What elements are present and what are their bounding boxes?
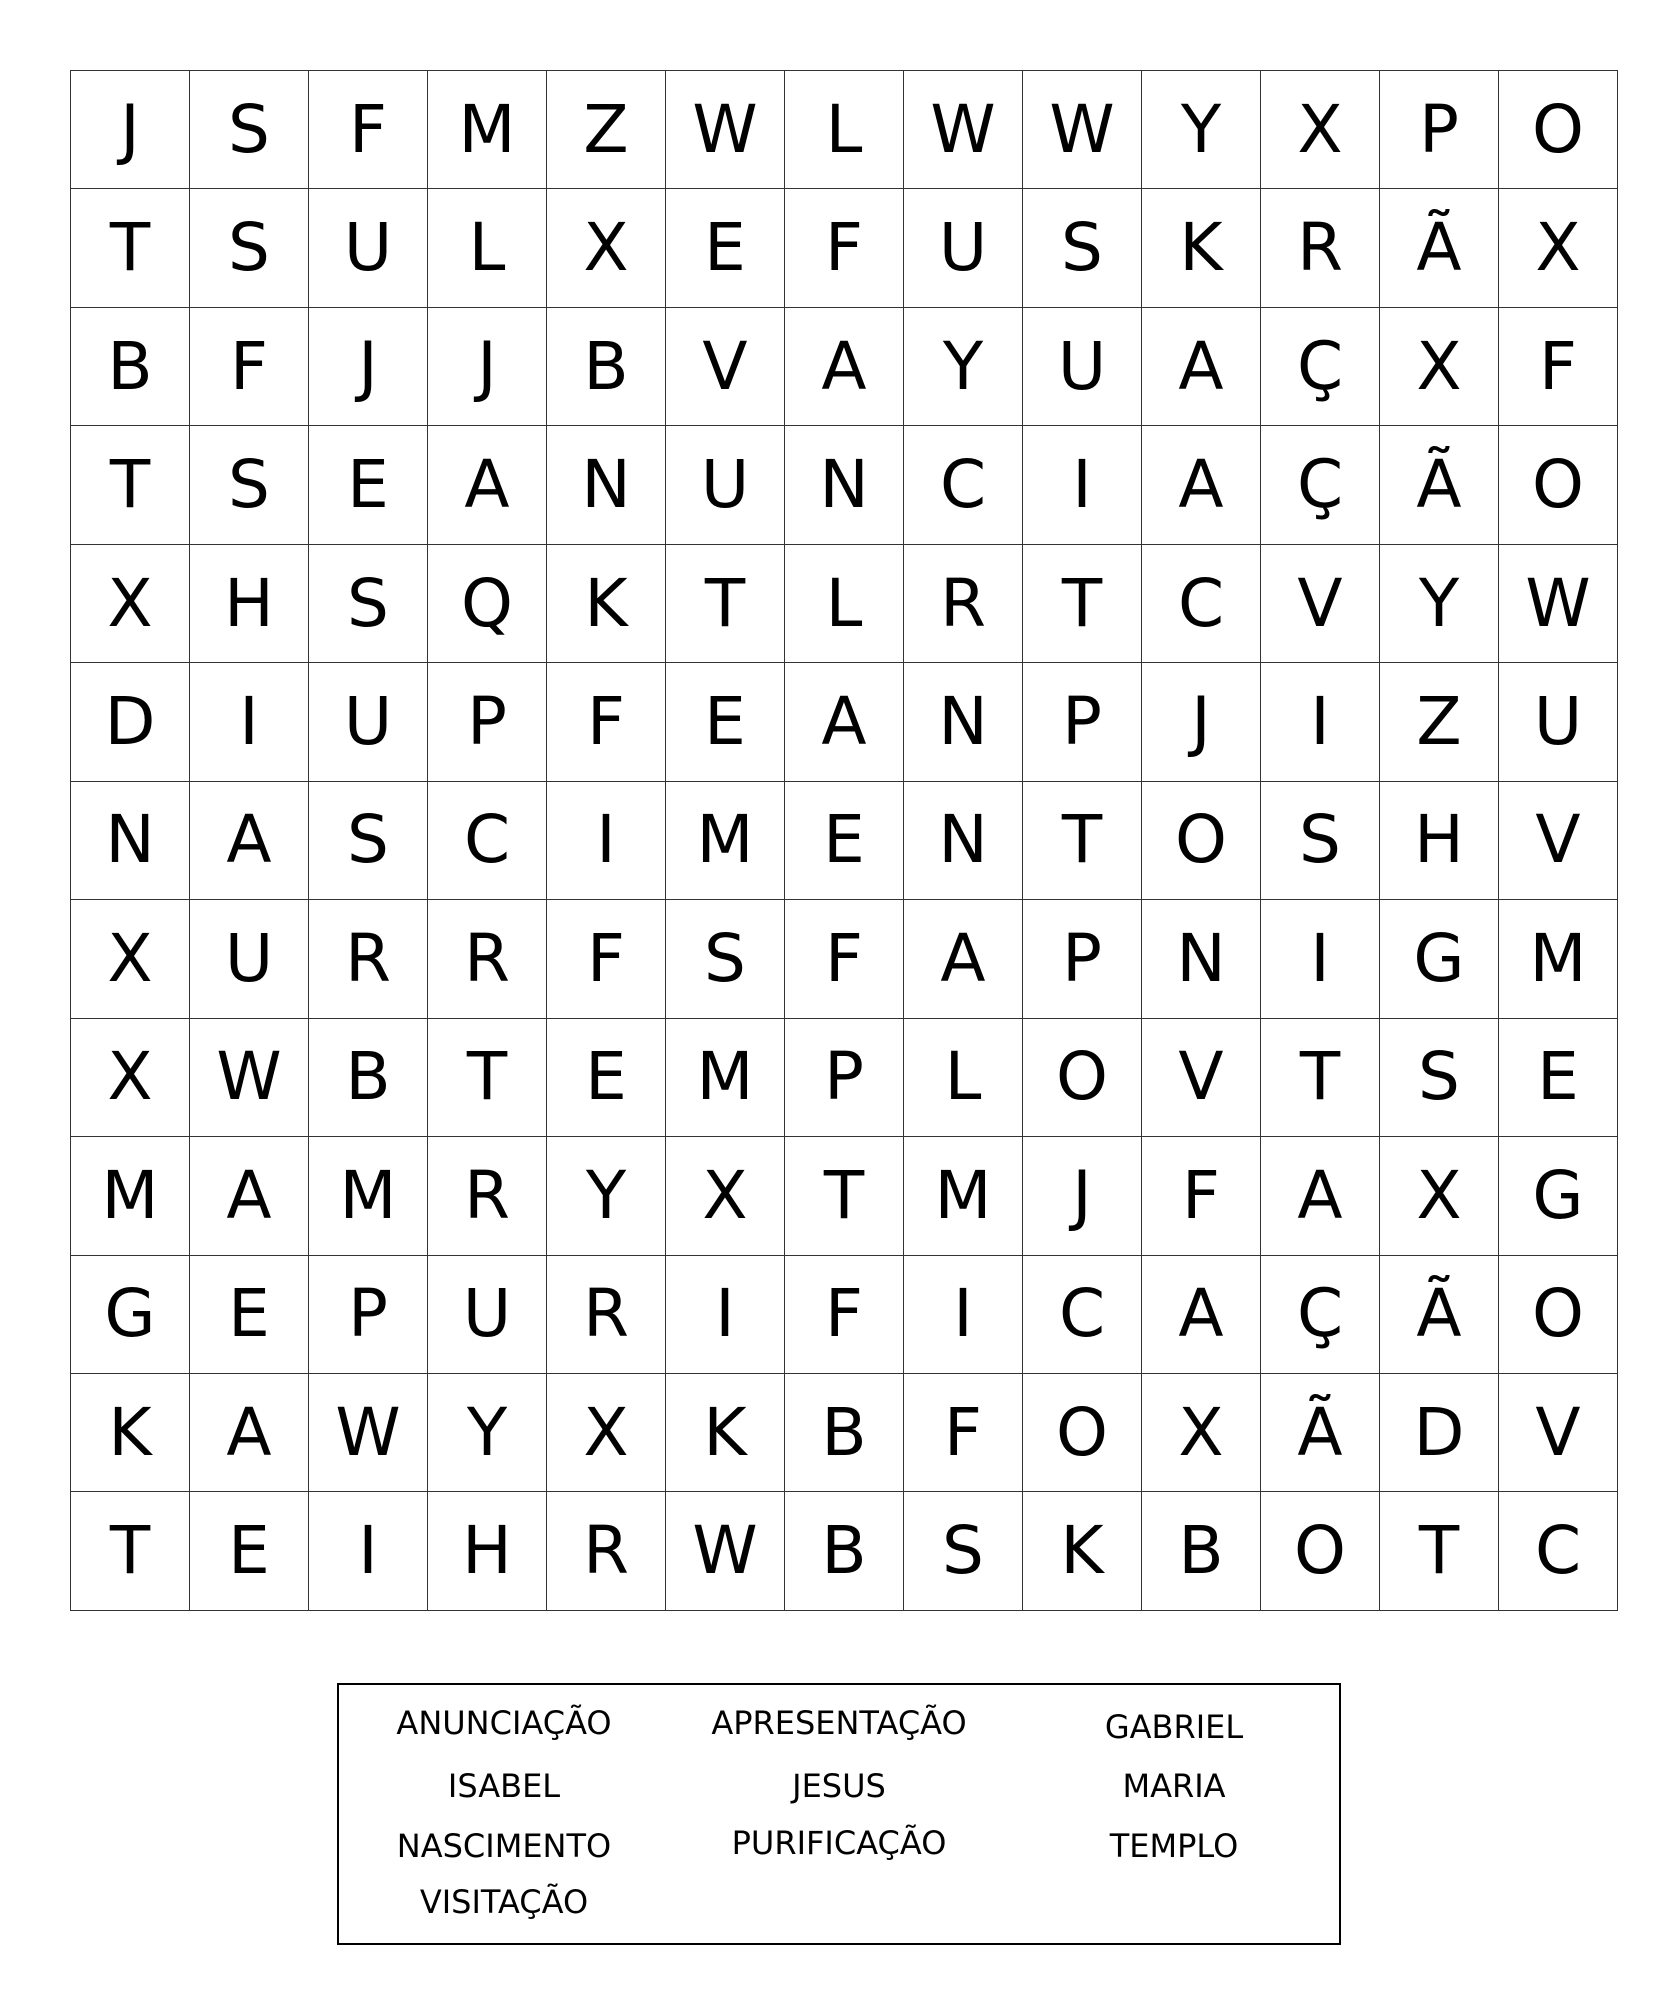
word-item: ANUNCIAÇÃO (396, 1704, 612, 1742)
grid-cell[interactable]: V (666, 307, 785, 425)
grid-cell[interactable]: L (904, 1018, 1023, 1136)
word-item: TEMPLO (1109, 1827, 1239, 1865)
grid-cell[interactable]: A (190, 1137, 309, 1255)
grid-cell[interactable]: J (1142, 663, 1261, 781)
grid-cell[interactable]: E (547, 1018, 666, 1136)
grid-cell[interactable]: N (547, 426, 666, 544)
grid-cell[interactable]: U (1023, 307, 1142, 425)
grid-cell[interactable]: T (666, 544, 785, 662)
grid-cell[interactable]: B (309, 1018, 428, 1136)
grid-cell[interactable]: I (190, 663, 309, 781)
grid-cell[interactable]: V (1499, 781, 1618, 899)
grid-cell[interactable]: W (904, 71, 1023, 189)
grid-row (71, 1373, 1618, 1491)
grid-cell[interactable]: I (1261, 663, 1380, 781)
grid-cell[interactable]: X (666, 1137, 785, 1255)
grid-cell[interactable]: M (71, 1137, 190, 1255)
grid-cell[interactable]: Y (547, 1137, 666, 1255)
grid-cell[interactable]: H (190, 544, 309, 662)
word-item: NASCIMENTO (396, 1827, 612, 1865)
grid-cell[interactable]: X (1142, 1373, 1261, 1491)
grid-cell[interactable]: W (309, 1373, 428, 1491)
grid-row (71, 781, 1618, 899)
grid-cell[interactable]: L (785, 71, 904, 189)
grid-cell[interactable]: Ç (1261, 307, 1380, 425)
grid-cell[interactable]: G (71, 1255, 190, 1373)
grid-cell[interactable]: C (1499, 1492, 1618, 1611)
grid-cell[interactable]: X (547, 1373, 666, 1491)
grid-cell[interactable]: Ã (1380, 189, 1499, 307)
grid-cell[interactable]: M (428, 71, 547, 189)
grid-cell[interactable]: I (666, 1255, 785, 1373)
grid-cell[interactable]: Y (904, 307, 1023, 425)
grid-row (71, 71, 1618, 189)
grid-cell[interactable]: S (309, 544, 428, 662)
grid-cell[interactable]: U (309, 189, 428, 307)
grid-cell[interactable]: C (428, 781, 547, 899)
grid-cell[interactable]: A (1261, 1137, 1380, 1255)
grid-cell[interactable]: F (785, 189, 904, 307)
grid-cell[interactable]: E (190, 1255, 309, 1373)
grid-cell[interactable]: F (785, 900, 904, 1018)
grid-cell[interactable]: B (785, 1492, 904, 1611)
grid-cell[interactable]: T (1380, 1492, 1499, 1611)
grid-cell[interactable]: Ç (1261, 426, 1380, 544)
word-search-grid (70, 70, 1618, 1611)
grid-cell[interactable]: U (666, 426, 785, 544)
grid-cell[interactable]: B (1142, 1492, 1261, 1611)
grid-cell[interactable]: F (1499, 307, 1618, 425)
grid-cell[interactable]: V (1142, 1018, 1261, 1136)
word-item: GABRIEL (1104, 1708, 1244, 1746)
grid-cell[interactable]: L (428, 189, 547, 307)
word-list (337, 1683, 1341, 1945)
grid-cell[interactable]: S (190, 189, 309, 307)
grid-cell[interactable]: D (1380, 1373, 1499, 1491)
grid-cell[interactable]: T (428, 1018, 547, 1136)
grid-cell[interactable]: E (190, 1492, 309, 1611)
grid-cell[interactable]: B (785, 1373, 904, 1491)
grid-cell[interactable]: R (428, 900, 547, 1018)
grid-cell[interactable]: O (1499, 426, 1618, 544)
grid-cell[interactable]: W (1023, 71, 1142, 189)
word-item: JESUS (792, 1767, 886, 1805)
grid-cell[interactable]: X (547, 189, 666, 307)
grid-cell[interactable]: T (1023, 781, 1142, 899)
grid-cell[interactable]: V (1499, 1373, 1618, 1491)
grid-cell[interactable]: S (309, 781, 428, 899)
grid-cell[interactable]: L (785, 544, 904, 662)
grid-cell[interactable]: Y (1142, 71, 1261, 189)
grid-cell[interactable]: K (666, 1373, 785, 1491)
grid-cell[interactable]: K (547, 544, 666, 662)
grid-cell[interactable]: Y (1380, 544, 1499, 662)
grid-cell[interactable]: E (666, 663, 785, 781)
grid-cell[interactable]: P (1380, 71, 1499, 189)
grid-cell[interactable]: R (1261, 189, 1380, 307)
grid-cell[interactable]: G (1499, 1137, 1618, 1255)
grid-cell[interactable]: O (1499, 71, 1618, 189)
grid-cell[interactable]: I (1261, 900, 1380, 1018)
grid-cell[interactable]: J (71, 71, 190, 189)
word-item: ISABEL (447, 1767, 561, 1805)
grid-cell[interactable]: N (1142, 900, 1261, 1018)
grid-cell[interactable]: S (1023, 189, 1142, 307)
grid-cell[interactable]: B (71, 307, 190, 425)
grid-cell[interactable]: I (904, 1255, 1023, 1373)
grid-row (71, 1018, 1618, 1136)
grid-cell[interactable]: Ã (1380, 426, 1499, 544)
grid-cell[interactable]: G (1380, 900, 1499, 1018)
grid-cell[interactable]: H (1380, 781, 1499, 899)
grid-cell[interactable]: I (1023, 426, 1142, 544)
grid-cell[interactable]: A (1142, 307, 1261, 425)
grid-cell[interactable]: F (904, 1373, 1023, 1491)
grid-cell[interactable]: F (190, 307, 309, 425)
grid-cell[interactable]: Ã (1261, 1373, 1380, 1491)
grid-cell[interactable]: Ç (1261, 1255, 1380, 1373)
grid-cell[interactable]: X (1261, 71, 1380, 189)
grid-cell[interactable]: K (1023, 1492, 1142, 1611)
grid-cell[interactable]: E (785, 781, 904, 899)
grid-row (71, 307, 1618, 425)
grid-cell[interactable]: J (1023, 1137, 1142, 1255)
grid-cell[interactable]: A (190, 1373, 309, 1491)
grid-cell[interactable]: Ã (1380, 1255, 1499, 1373)
grid-cell[interactable]: M (1499, 900, 1618, 1018)
grid-cell[interactable]: A (785, 663, 904, 781)
grid-cell[interactable]: S (190, 426, 309, 544)
grid-cell[interactable]: P (309, 1255, 428, 1373)
grid-cell[interactable]: O (1142, 781, 1261, 899)
grid-cell[interactable]: A (904, 900, 1023, 1018)
grid-cell[interactable]: F (547, 663, 666, 781)
grid-cell[interactable]: Z (547, 71, 666, 189)
grid-cell[interactable]: D (71, 663, 190, 781)
grid-cell[interactable]: Q (428, 544, 547, 662)
grid-cell[interactable]: U (428, 1255, 547, 1373)
grid-cell[interactable]: R (547, 1255, 666, 1373)
grid-cell[interactable]: I (547, 781, 666, 899)
grid-cell[interactable]: O (1499, 1255, 1618, 1373)
grid-cell[interactable]: C (904, 426, 1023, 544)
grid-cell[interactable]: T (1023, 544, 1142, 662)
grid-cell[interactable]: F (547, 900, 666, 1018)
grid-cell[interactable]: P (1023, 900, 1142, 1018)
grid-cell[interactable]: T (71, 1492, 190, 1611)
grid-cell[interactable]: R (428, 1137, 547, 1255)
grid-cell[interactable]: O (1023, 1018, 1142, 1136)
grid-cell[interactable]: U (1499, 663, 1618, 781)
grid-row (71, 544, 1618, 662)
grid-cell[interactable]: T (1261, 1018, 1380, 1136)
word-item: PURIFICAÇÃO (731, 1824, 947, 1862)
word-item: APRESENTAÇÃO (711, 1704, 967, 1742)
grid-cell[interactable]: R (904, 544, 1023, 662)
grid-cell[interactable]: W (1499, 544, 1618, 662)
grid-cell[interactable]: W (666, 71, 785, 189)
grid-cell[interactable]: J (428, 307, 547, 425)
grid-cell[interactable]: X (71, 1018, 190, 1136)
grid-cell[interactable]: U (309, 663, 428, 781)
grid-row (71, 1137, 1618, 1255)
grid-cell[interactable]: F (785, 1255, 904, 1373)
grid-cell[interactable]: M (666, 1018, 785, 1136)
grid-cell[interactable]: O (1261, 1492, 1380, 1611)
grid-cell[interactable]: P (785, 1018, 904, 1136)
grid-cell[interactable]: Z (1380, 663, 1499, 781)
grid-cell[interactable]: N (785, 426, 904, 544)
grid-body (71, 71, 1618, 1611)
grid-cell[interactable]: J (309, 307, 428, 425)
grid-cell[interactable]: W (190, 1018, 309, 1136)
grid-cell[interactable]: R (547, 1492, 666, 1611)
grid-cell[interactable]: K (71, 1373, 190, 1491)
grid-cell[interactable]: A (785, 307, 904, 425)
grid-cell[interactable]: U (904, 189, 1023, 307)
grid-cell[interactable]: V (1261, 544, 1380, 662)
grid-cell[interactable]: A (1142, 1255, 1261, 1373)
grid-cell[interactable]: X (1380, 1137, 1499, 1255)
grid-cell[interactable]: T (71, 426, 190, 544)
grid-cell[interactable]: A (428, 426, 547, 544)
grid-cell[interactable]: N (904, 781, 1023, 899)
grid-cell[interactable]: X (1380, 307, 1499, 425)
grid-cell[interactable]: K (1142, 189, 1261, 307)
word-item: VISITAÇÃO (419, 1883, 589, 1921)
grid-cell[interactable]: B (547, 307, 666, 425)
grid-cell[interactable]: A (190, 781, 309, 899)
grid-cell[interactable]: X (71, 544, 190, 662)
grid-row (71, 900, 1618, 1018)
grid-cell[interactable]: X (71, 900, 190, 1018)
grid-cell[interactable]: N (71, 781, 190, 899)
grid-cell[interactable]: M (309, 1137, 428, 1255)
grid-cell[interactable]: S (1261, 781, 1380, 899)
grid-cell[interactable]: N (904, 663, 1023, 781)
word-item: MARIA (1122, 1767, 1226, 1805)
grid-cell[interactable]: F (1142, 1137, 1261, 1255)
grid-cell[interactable]: E (309, 426, 428, 544)
grid-row (71, 1492, 1618, 1611)
grid-row (71, 663, 1618, 781)
grid-cell[interactable]: S (1380, 1018, 1499, 1136)
grid-cell[interactable]: H (428, 1492, 547, 1611)
grid-cell[interactable]: X (1499, 189, 1618, 307)
grid-cell[interactable]: I (309, 1492, 428, 1611)
grid-cell[interactable]: A (1142, 426, 1261, 544)
grid-cell[interactable]: S (190, 71, 309, 189)
grid-cell[interactable]: P (1023, 663, 1142, 781)
grid-cell[interactable]: R (309, 900, 428, 1018)
grid-cell[interactable]: Y (428, 1373, 547, 1491)
grid-row (71, 1255, 1618, 1373)
grid-cell[interactable]: S (904, 1492, 1023, 1611)
grid-cell[interactable]: S (666, 900, 785, 1018)
grid-cell[interactable]: W (666, 1492, 785, 1611)
grid-cell[interactable]: T (71, 189, 190, 307)
grid-row (71, 426, 1618, 544)
grid-row (71, 189, 1618, 307)
grid-cell[interactable]: O (1023, 1373, 1142, 1491)
grid-cell[interactable]: C (1023, 1255, 1142, 1373)
grid-cell[interactable]: C (1142, 544, 1261, 662)
grid-cell[interactable]: F (309, 71, 428, 189)
grid-cell[interactable]: E (1499, 1018, 1618, 1136)
grid-cell[interactable]: M (904, 1137, 1023, 1255)
grid-cell[interactable]: M (666, 781, 785, 899)
grid-cell[interactable]: E (666, 189, 785, 307)
grid-cell[interactable]: T (785, 1137, 904, 1255)
grid-cell[interactable]: P (428, 663, 547, 781)
grid-cell[interactable]: U (190, 900, 309, 1018)
